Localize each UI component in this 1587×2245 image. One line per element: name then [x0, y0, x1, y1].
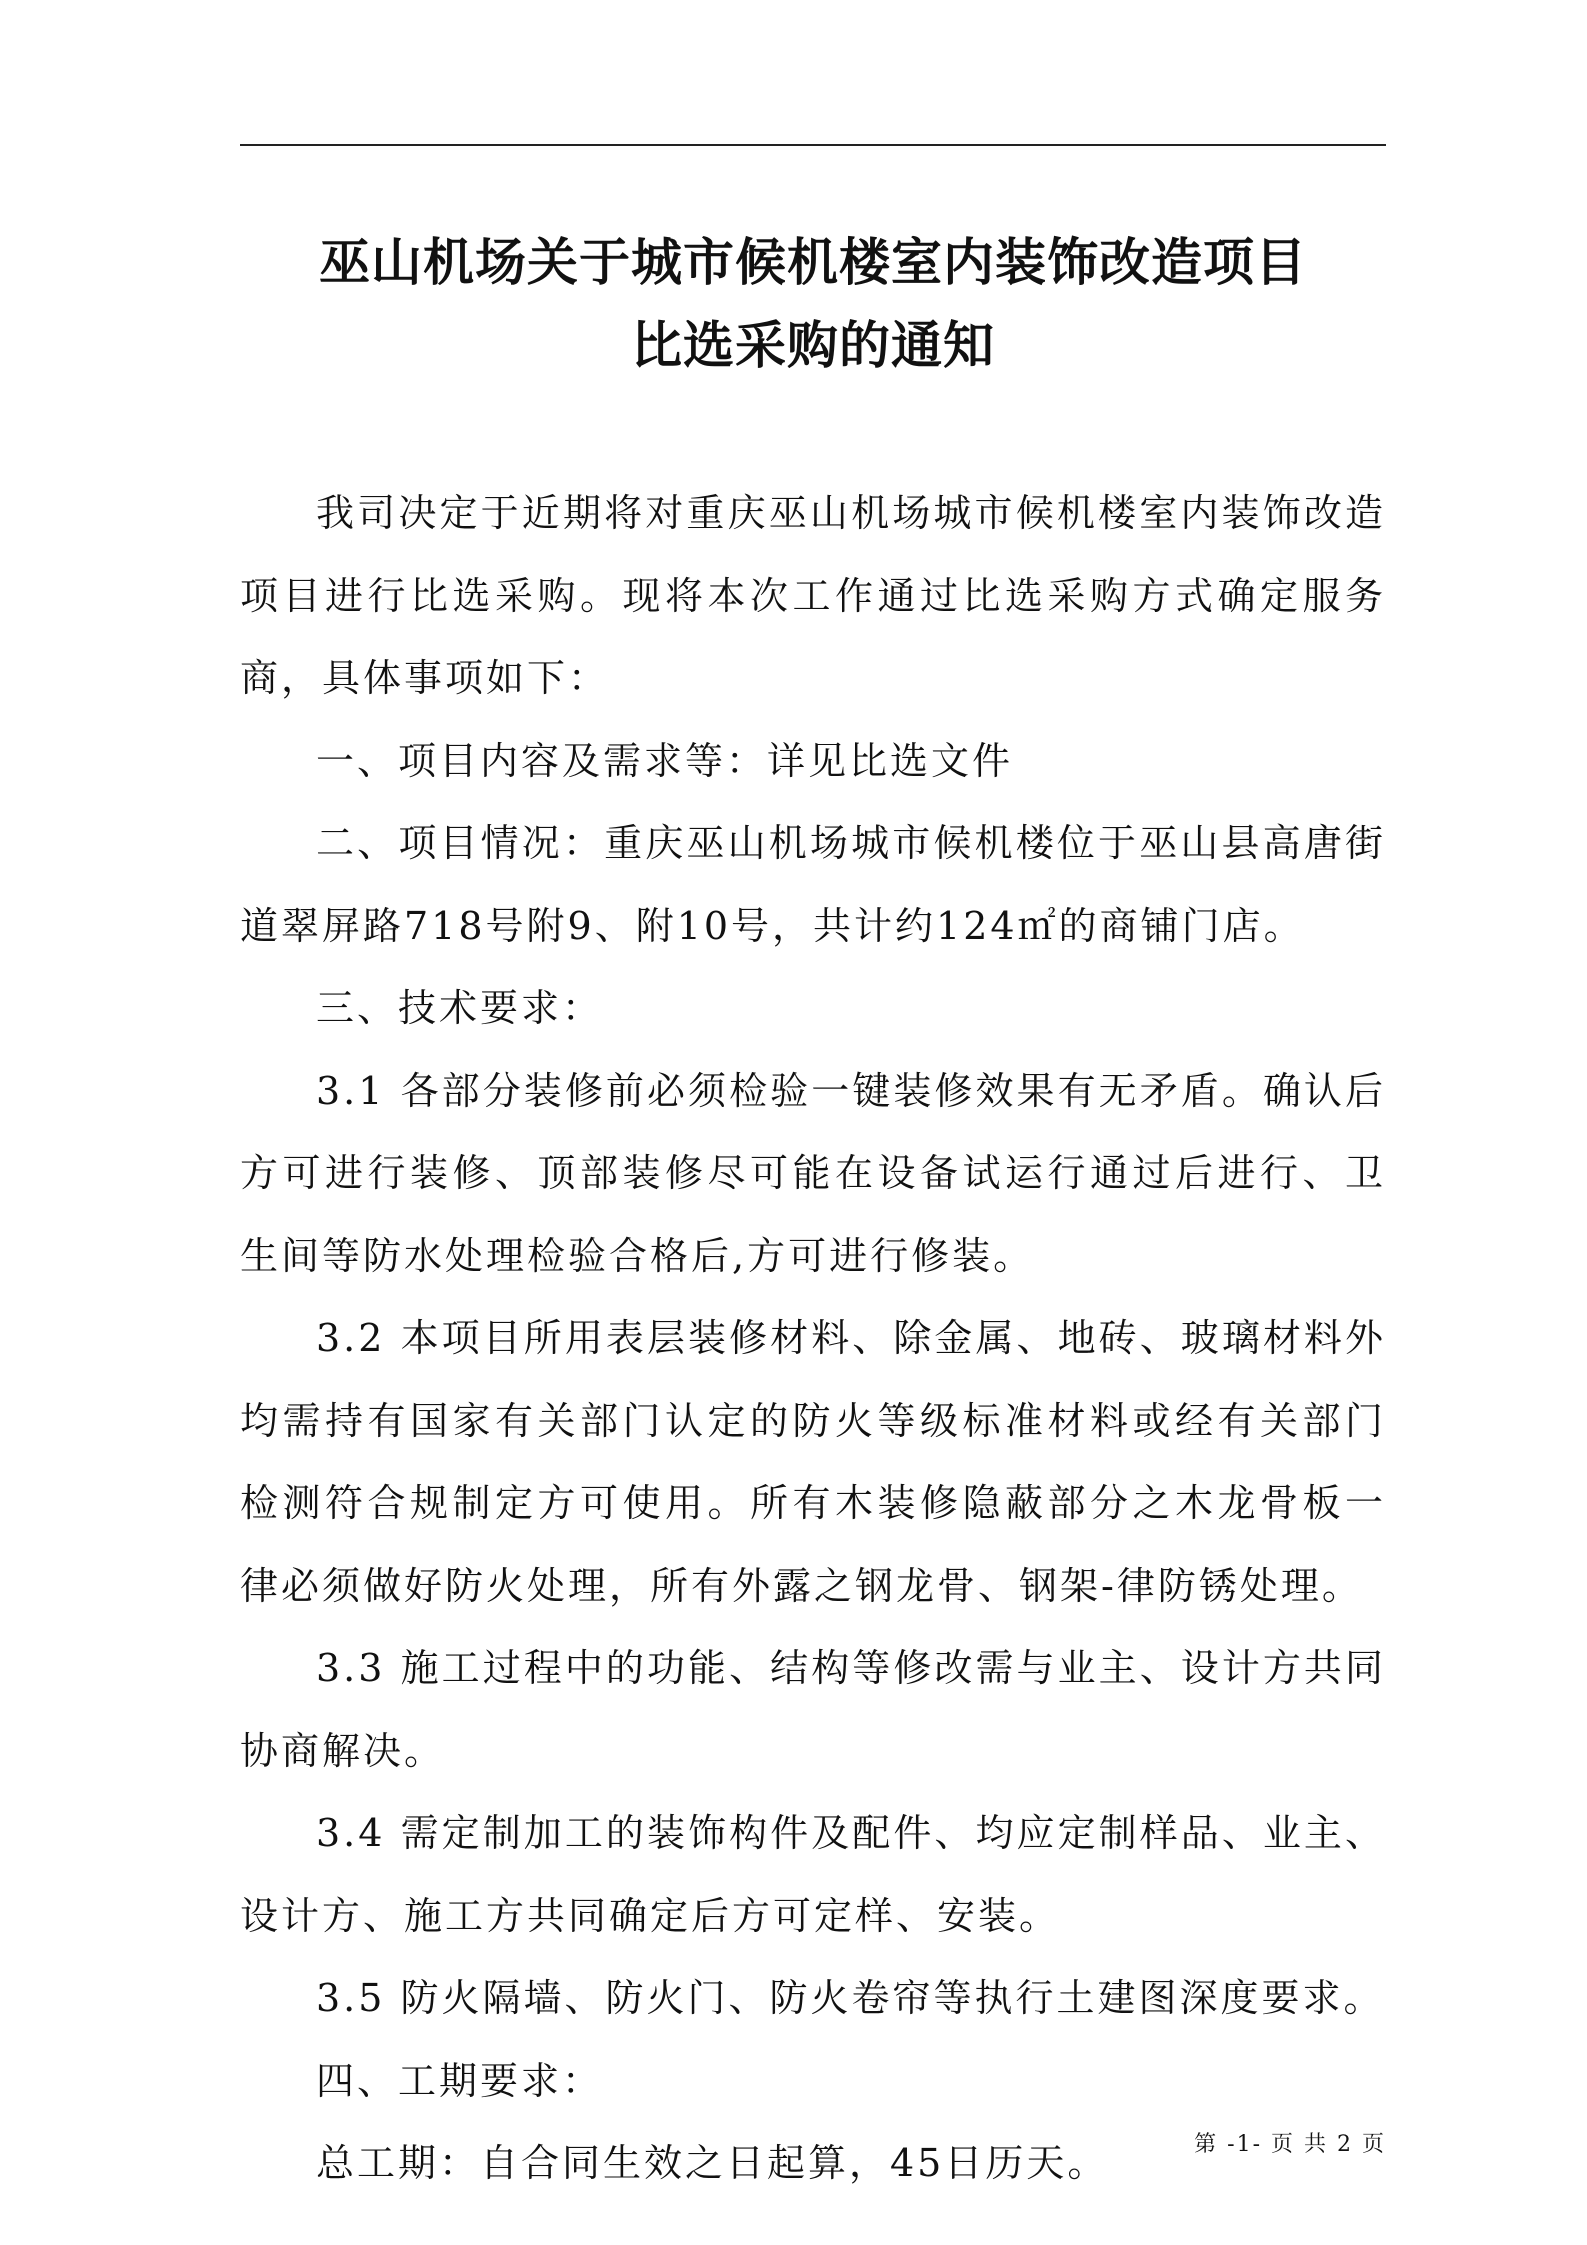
section-1-project-content: 一、项目内容及需求等：详见比选文件	[316, 738, 1014, 783]
section-4-heading: 四、工期要求：	[316, 2058, 604, 2103]
clause-3-4: 3.4 需定制加工的装饰构件及配件、均应定制样品、业主、设计方、施工方共同确定后方可定样、安装。	[240, 1811, 1386, 1938]
document-title-line-2: 比选采购的通知	[630, 316, 995, 376]
clause-3-2: 3.2 本项目所用表层装修材料、除金属、地砖、玻璃材料外均需持有国家有关部门认定的防火等级标准材料或经有关部门检测符合规制定方可使用。所有木装修隐蔽部分之木龙骨板一律必须做好防火处理，所有外露之钢龙骨、钢架-律防锈处理。	[240, 1316, 1386, 1608]
clause-3-1: 3.1 各部分装修前必须检验一键装修效果有无矛盾。确认后方可进行装修、顶部装修尽可能在设备试运行通过后进行、卫生间等防水处理检验合格后,方可进行修装。	[240, 1068, 1386, 1278]
document-title	[240, 222, 1386, 388]
section-2-project-situation: 二、项目情况：重庆巫山机场城市候机楼位于巫山县高唐街道翠屏路718号附9、附10号，共计约124㎡的商铺门店。	[240, 821, 1386, 948]
document-title-line-1: 巫山机场关于城市候机楼室内装饰改造项目	[318, 233, 1307, 293]
intro-paragraph: 我司决定于近期将对重庆巫山机场城市候机楼室内装饰改造项目进行比选采购。现将本次工作通过比选采购方式确定服务商，具体事项如下：	[240, 491, 1386, 700]
document-body	[240, 472, 1386, 2205]
section-3-heading: 三、技术要求：	[316, 986, 604, 1030]
clause-3-5: 3.5 防火隔墙、防火门、防火卷帘等执行土建图深度要求。	[316, 1976, 1385, 2020]
header-rule	[240, 144, 1386, 146]
page-number: 第 -1- 页 共 2 页	[1194, 2132, 1386, 2157]
clause-3-3: 3.3 施工过程中的功能、结构等修改需与业主、设计方共同协商解决。	[240, 1646, 1386, 1773]
schedule-paragraph: 总工期：自合同生效之日起算，45日历天。	[316, 2141, 1109, 2185]
